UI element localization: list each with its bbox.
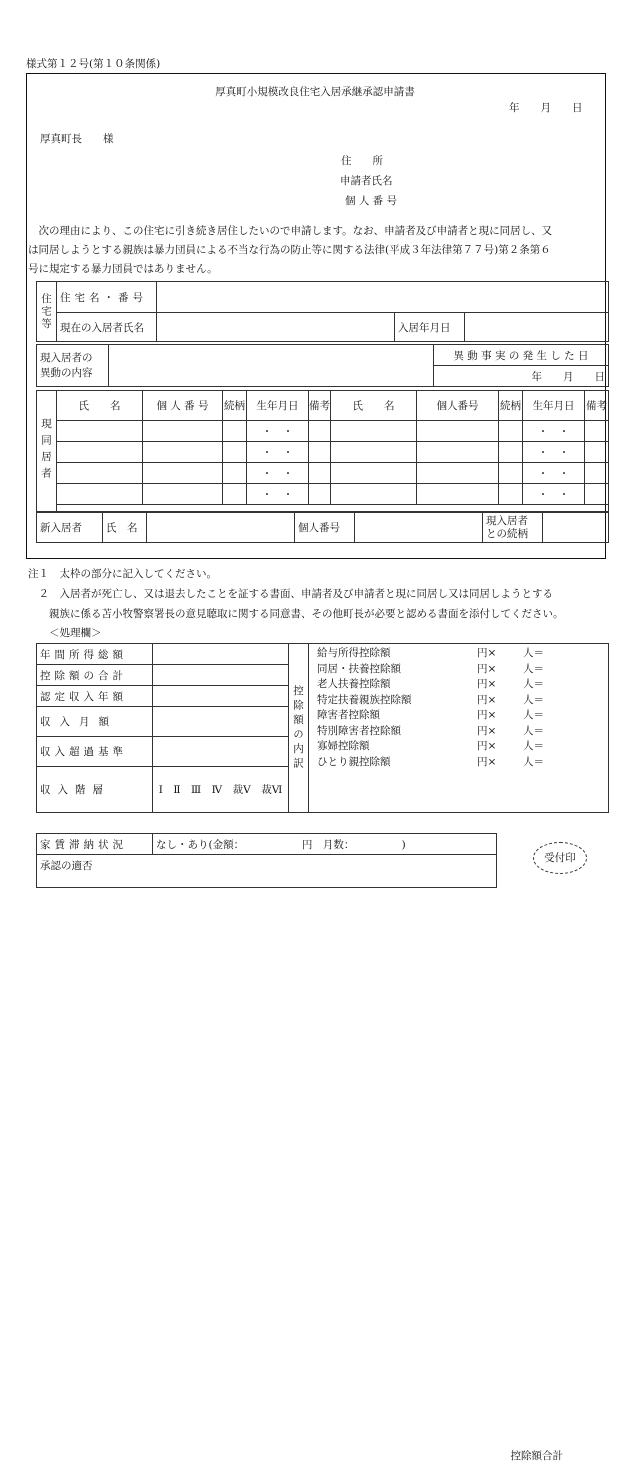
household-row xyxy=(37,463,609,484)
deduction-persons[interactable]: 人＝ xyxy=(523,662,544,675)
change-date-field[interactable]: 年 月 日 xyxy=(434,366,609,387)
page-title: 厚真町小規模改良住宅入居承継承認申請書 xyxy=(215,86,415,98)
new-resident-name-field[interactable] xyxy=(147,513,295,543)
household-id-cell[interactable] xyxy=(143,463,223,484)
deduction-label: 障害者控除額 xyxy=(317,709,380,721)
deduction-yen-times[interactable]: 円× xyxy=(477,693,497,706)
addressee: 厚真町長 様 xyxy=(40,133,114,145)
household-name-cell[interactable] xyxy=(331,484,417,505)
household-relation-cell[interactable] xyxy=(499,463,523,484)
deduction-persons[interactable]: 人＝ xyxy=(523,740,544,752)
body-text-line-3: 号に規定する暴力団員ではありません。 xyxy=(28,263,218,275)
note-1: 注１ 太枠の部分に記入してください。 xyxy=(28,568,217,580)
change-table xyxy=(36,344,609,387)
deduction-label: ひとり親控除額 xyxy=(317,755,391,768)
deduction-persons[interactable]: 人＝ xyxy=(523,709,544,721)
new-resident-id-field[interactable] xyxy=(355,513,483,543)
approved-income-label: 認定収入年額 xyxy=(37,686,153,707)
household-relation-cell[interactable] xyxy=(223,484,247,505)
deduction-row xyxy=(317,739,608,755)
approval-label: 承認の適否 xyxy=(40,860,93,872)
household-birth-cell[interactable]: ・ ・ xyxy=(523,421,585,442)
household-remarks-cell[interactable] xyxy=(309,484,331,505)
new-resident-id-label: 個人番号 xyxy=(295,513,355,543)
body-text-line-2: は同居しようとする親族は暴力団員による不当な行為の防止等に関する法律(平成３年法律第７７号)第２条第６ xyxy=(28,244,551,256)
deduction-row xyxy=(317,693,608,709)
household-birth-cell[interactable]: ・ ・ xyxy=(247,442,309,463)
household-remarks-cell[interactable] xyxy=(585,421,609,442)
change-content-field[interactable] xyxy=(109,345,434,387)
deduction-yen-times[interactable]: 円× xyxy=(477,724,497,737)
household-birth-cell[interactable]: ・ ・ xyxy=(523,442,585,463)
housing-table xyxy=(36,281,609,342)
body-text-line-1: 次の理由により、この住宅に引き続き居住したいので申請します。なお、申請者及び申請者と現に同居し、又 xyxy=(28,225,553,237)
current-resident-label: 現在の入居者氏名 xyxy=(57,313,157,342)
household-relation-cell[interactable] xyxy=(499,442,523,463)
col-remarks-header: 備考 xyxy=(309,391,331,421)
col-relation-header: 続柄 xyxy=(223,391,247,421)
move-in-date-label: 入居年月日 xyxy=(395,313,465,342)
rent-status-label: 家賃滞納状況 xyxy=(37,834,153,855)
col-remarks-header-right: 備考 xyxy=(585,391,609,421)
monthly-income-label: 収入月額 xyxy=(37,707,153,737)
household-name-cell[interactable] xyxy=(331,442,417,463)
household-relation-cell[interactable] xyxy=(499,484,523,505)
deduction-total-field[interactable] xyxy=(153,665,289,686)
deduction-row xyxy=(317,755,608,771)
deduction-persons[interactable]: 人＝ xyxy=(523,678,544,690)
deduction-persons[interactable]: 人＝ xyxy=(523,724,544,737)
monthly-income-field[interactable] xyxy=(153,707,289,737)
annual-income-label: 年間所得総額 xyxy=(37,644,153,665)
date-line[interactable]: 年 月 日 xyxy=(509,102,583,114)
household-name-cell[interactable] xyxy=(57,463,143,484)
household-birth-cell[interactable]: ・ ・ xyxy=(523,463,585,484)
income-limit-field[interactable] xyxy=(153,737,289,767)
household-birth-cell[interactable]: ・ ・ xyxy=(247,463,309,484)
col-relation-header-right: 続柄 xyxy=(499,391,523,421)
deduction-label: 特定扶養親族控除額 xyxy=(317,693,412,706)
applicant-name-label: 申請者氏名 xyxy=(340,175,393,187)
household-table xyxy=(36,390,609,512)
deduction-breakdown: 給与所得控除額 円× 人＝ 同居・扶養控除額 円× 人＝ 老人扶養控除額 円× 人＝ 特定扶養親族控除額 円× 人＝ 障害者控除額 円× 人＝ 特別障害者控除額 円× 人＝ 寡婦控除額 円× 人＝ ひとり親控除額 円× 人＝ 控除額合計 xyxy=(309,644,609,813)
approval-field[interactable] xyxy=(37,855,497,888)
rent-status-value[interactable]: なし・あり(金額： 円 月数： ) xyxy=(153,834,497,855)
change-label-line-1: 現入居者の xyxy=(40,351,93,364)
deduction-yen-times[interactable]: 円× xyxy=(477,647,497,659)
household-relation-cell[interactable] xyxy=(223,421,247,442)
relation-label-line-1: 現入居者 xyxy=(486,514,528,527)
relation-label-line-2: との続柄 xyxy=(486,527,528,540)
household-id-cell[interactable] xyxy=(417,463,499,484)
col-name-header: 氏 名 xyxy=(57,391,143,421)
personal-number-label: 個 人 番 号 xyxy=(345,195,398,207)
household-id-cell[interactable] xyxy=(417,442,499,463)
household-row xyxy=(37,442,609,463)
col-id-header: 個 人 番 号 xyxy=(143,391,223,421)
change-date-header: 異 動 事 実 の 発 生 し た 日 xyxy=(434,345,609,366)
deduction-row xyxy=(317,646,608,662)
new-resident-relation-label xyxy=(483,513,543,543)
household-id-cell[interactable] xyxy=(143,442,223,463)
income-level-label: 収入階層 xyxy=(37,767,153,813)
housing-side-label: 住宅等 xyxy=(37,282,57,342)
household-remarks-cell[interactable] xyxy=(309,463,331,484)
household-birth-cell[interactable]: ・ ・ xyxy=(247,484,309,505)
deduction-label: 寡婦控除額 xyxy=(317,740,370,752)
household-remarks-cell[interactable] xyxy=(585,484,609,505)
household-name-cell[interactable] xyxy=(331,421,417,442)
breakdown-label: 控除額の内訳 xyxy=(289,644,309,813)
deduction-label: 特別障害者控除額 xyxy=(317,724,401,737)
annual-income-field[interactable] xyxy=(153,644,289,665)
deduction-persons[interactable]: 人＝ xyxy=(523,647,544,659)
household-name-cell[interactable] xyxy=(57,484,143,505)
household-row xyxy=(37,421,609,442)
reception-stamp: 受付印 xyxy=(533,842,587,874)
household-name-cell[interactable] xyxy=(57,421,143,442)
deduction-label: 同居・扶養控除額 xyxy=(317,662,401,675)
col-id-header-right: 個人番号 xyxy=(417,391,499,421)
rent-approval-table xyxy=(36,833,497,888)
processing-heading: ＜処理欄＞ xyxy=(28,627,102,639)
change-label-line-2: 異動の内容 xyxy=(40,366,93,379)
deduction-row xyxy=(317,724,608,740)
household-id-cell[interactable] xyxy=(417,484,499,505)
approved-income-field[interactable] xyxy=(153,686,289,707)
household-remarks-cell[interactable] xyxy=(309,421,331,442)
move-in-date-field[interactable] xyxy=(465,313,609,342)
col-name-header-right: 氏 名 xyxy=(331,391,417,421)
change-label xyxy=(37,345,109,387)
household-id-cell[interactable] xyxy=(417,421,499,442)
deduction-row xyxy=(317,677,608,693)
current-resident-field[interactable] xyxy=(157,313,395,342)
household-birth-cell[interactable]: ・ ・ xyxy=(523,484,585,505)
household-name-cell[interactable] xyxy=(331,463,417,484)
deduction-row xyxy=(317,708,608,724)
income-limit-label: 収入超過基準 xyxy=(37,737,153,767)
deduction-yen-times[interactable]: 円× xyxy=(477,755,497,768)
household-remarks-cell[interactable] xyxy=(585,442,609,463)
new-resident-relation-field[interactable] xyxy=(543,513,609,543)
col-birth-header-right: 生年月日 xyxy=(523,391,585,421)
household-id-cell[interactable] xyxy=(143,484,223,505)
address-label: 住 所 xyxy=(341,155,383,167)
deduction-label: 老人扶養控除額 xyxy=(317,678,391,690)
note-2-line-1: ２ 入居者が死亡し、又は退去したことを証する書面、申請者及び申請者と現に同居し又は同居しようとする xyxy=(28,588,553,600)
housing-name-number-label: 住宅名・番号 xyxy=(57,282,157,313)
household-remarks-cell[interactable] xyxy=(309,442,331,463)
deduction-persons[interactable]: 人＝ xyxy=(523,693,544,706)
household-id-cell[interactable] xyxy=(143,421,223,442)
income-level-options[interactable]: Ⅰ Ⅱ Ⅲ Ⅳ 裁Ⅴ 裁Ⅵ xyxy=(153,767,289,813)
deduction-label: 給与所得控除額 xyxy=(317,647,391,659)
deduction-persons[interactable]: 人＝ xyxy=(523,755,544,768)
household-relation-cell[interactable] xyxy=(223,442,247,463)
household-row xyxy=(37,484,609,505)
housing-name-number-field[interactable] xyxy=(157,282,609,313)
household-relation-cell[interactable] xyxy=(223,463,247,484)
deduction-yen-times[interactable]: 円× xyxy=(477,678,497,690)
new-resident-name-label: 氏 名 xyxy=(103,513,147,543)
new-resident-table xyxy=(36,512,609,543)
household-side-label: 現同居者 xyxy=(37,391,57,512)
form-number: 様式第１２号(第１０条関係) xyxy=(26,58,161,70)
deduction-total-row-label: 控除額の合計 xyxy=(37,665,153,686)
household-relation-cell[interactable] xyxy=(499,421,523,442)
new-resident-label: 新入居者 xyxy=(37,513,103,543)
household-remarks-cell[interactable] xyxy=(585,463,609,484)
deduction-yen-times[interactable]: 円× xyxy=(477,709,497,721)
note-2-line-2: 親族に係る苫小牧警察署長の意見聴取に関する同意書、その他町長が必要と認める書面を添付してください。 xyxy=(28,608,564,620)
deduction-yen-times[interactable]: 円× xyxy=(477,662,497,675)
household-birth-cell[interactable]: ・ ・ xyxy=(247,421,309,442)
col-birth-header: 生年月日 xyxy=(247,391,309,421)
deduction-yen-times[interactable]: 円× xyxy=(477,740,497,752)
deduction-row xyxy=(317,662,608,678)
household-name-cell[interactable] xyxy=(57,442,143,463)
